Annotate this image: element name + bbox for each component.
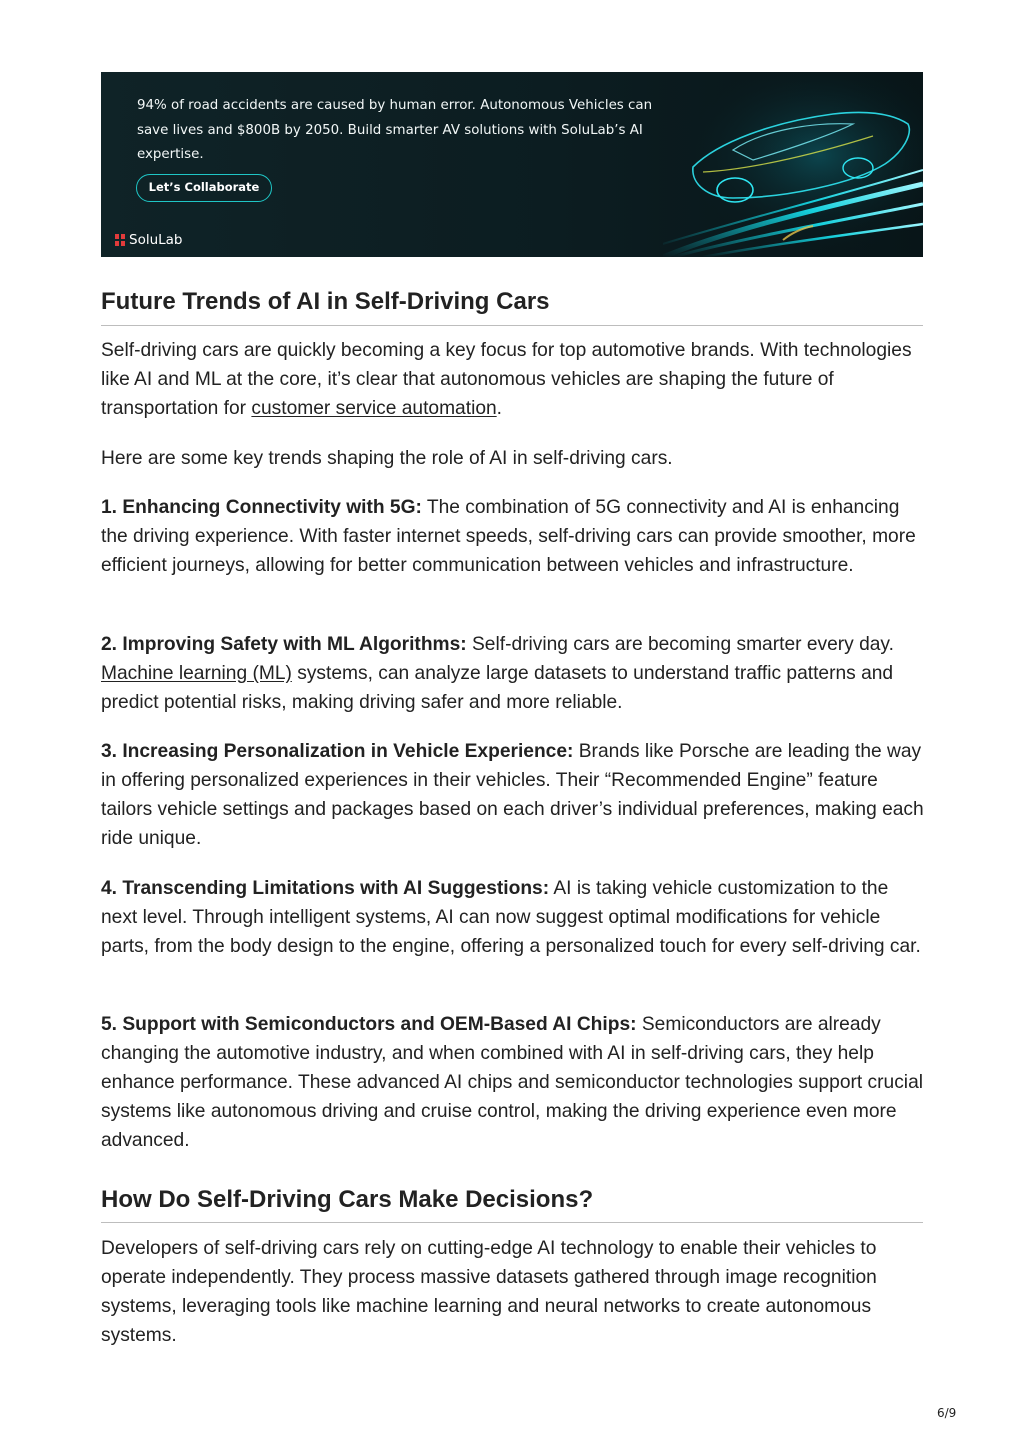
lets-collaborate-button[interactable]: Let’s Collaborate: [136, 174, 272, 202]
trend-text: The combination of 5G connectivity and AI is enhancing the driving experience. With faster internet speeds, self-driving cars can provide smoother, more efficient journeys, allowing for better communication between vehicles and infrastructure.: [101, 497, 916, 576]
trend-text-after: systems, can analyze large datasets to understand traffic patterns and predict potential risks, making driving safer and more reliable.: [101, 663, 894, 713]
trend-item: [101, 737, 927, 853]
trend-text: AI is taking vehicle customization to the next level. Through intelligent systems, AI can now suggest optimal modifications for vehicle parts, from the body design to the engine, offering a personalized touch for every self-driving car.: [101, 878, 921, 957]
banner-text: 94% of road accidents are caused by human error. Autonomous Vehicles can save lives and $800B by 2050. Build smarter AV solutions with SoluLab’s AI expertise.: [137, 98, 653, 162]
trend-item: [101, 493, 927, 580]
trend-item: [101, 630, 927, 717]
promo-banner[interactable]: [101, 72, 923, 257]
solulab-logo: [115, 232, 183, 248]
heading-divider: [101, 1222, 923, 1223]
trend-text: Self-driving cars are becoming smarter every day.: [466, 634, 894, 655]
intro-paragraph: [101, 336, 927, 423]
trend-text: Semiconductors are already changing the automotive industry, and when combined with AI in self-driving cars, they help enhance performance. These advanced AI chips and semiconductor technologies support crucial systems like autonomous driving and cruise control, making the driving experience even more advanced.: [101, 1014, 924, 1151]
trend-title: 1. Enhancing Connectivity with 5G:: [101, 497, 422, 518]
trend-title: 4. Transcending Limitations with AI Suggestions:: [101, 878, 550, 899]
trend-title: 2. Improving Safety with ML Algorithms:: [101, 634, 467, 655]
customer-service-automation-link[interactable]: customer service automation: [251, 398, 497, 419]
intro-text: Self-driving cars are quickly becoming a key focus for top automotive brands. With technologies like AI and ML at the core, it’s clear that autonomous vehicles are shaping the future of transportation for: [101, 340, 912, 419]
decisions-paragraph: Developers of self-driving cars rely on cutting-edge AI technology to enable their vehicles to operate independently. They process massive datasets gathered through image recognition systems, leveraging tools like machine learning and neural networks to create autonomous systems.: [101, 1238, 877, 1346]
page-number: 6/9: [937, 1406, 957, 1420]
trend-title: 3. Increasing Personalization in Vehicle Experience:: [101, 741, 574, 762]
machine-learning-link[interactable]: Machine learning (ML): [101, 663, 292, 684]
trend-title: 5. Support with Semiconductors and OEM-Based AI Chips:: [101, 1014, 637, 1035]
trend-text: Brands like Porsche are leading the way in offering personalized experiences in their vehicles. Their “Recommended Engine” feature tailors vehicle settings and packages based on each driver’s individual preferences, making each ride unique.: [101, 741, 924, 849]
intro-end: .: [496, 398, 503, 419]
trend-item: [101, 1010, 927, 1155]
section-heading-future-trends: Future Trends of AI in Self-Driving Cars: [101, 288, 550, 315]
trend-item: [101, 874, 927, 961]
section-heading-decisions: How Do Self-Driving Cars Make Decisions?: [101, 1186, 594, 1213]
solulab-logo-icon: [115, 234, 125, 246]
heading-divider: [101, 325, 923, 326]
futuristic-car-image: [663, 72, 923, 257]
lead-paragraph: Here are some key trends shaping the role of AI in self-driving cars.: [101, 448, 673, 469]
logo-text: SoluLab: [129, 232, 183, 248]
